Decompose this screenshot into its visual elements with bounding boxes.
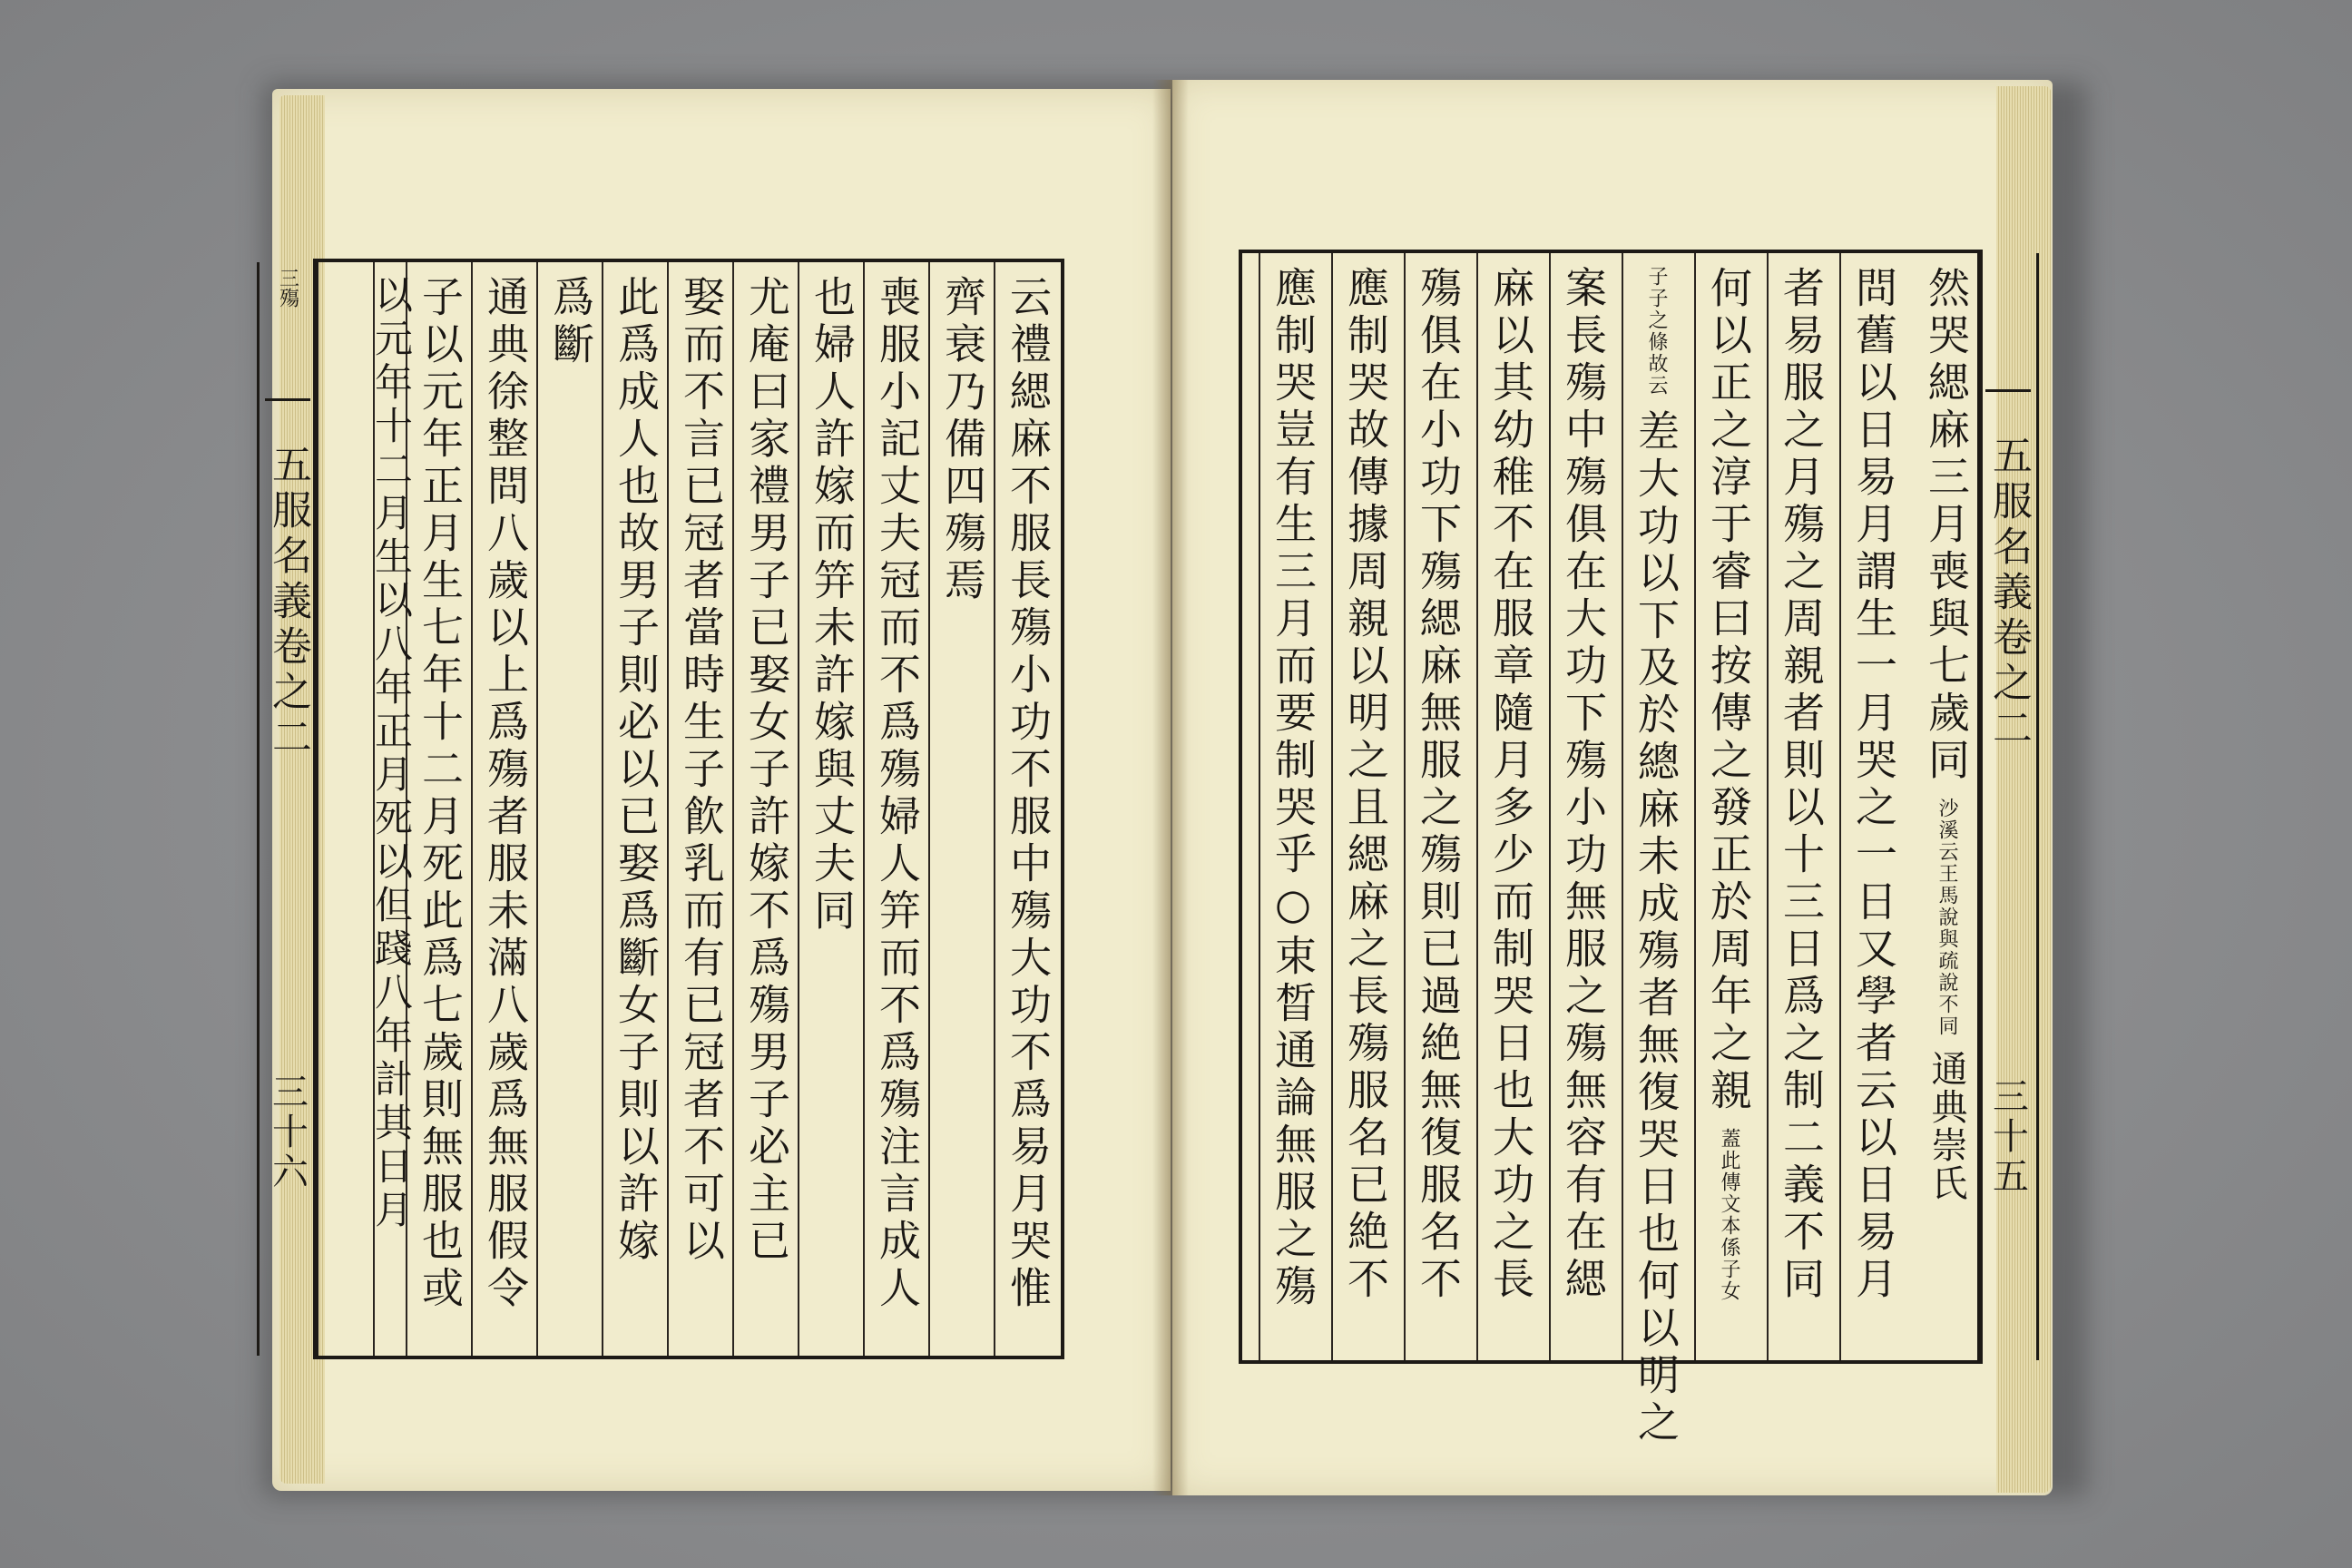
column-text: 云禮緦麻不服長殤小功不服中殤大功不爲易月哭惟	[1004, 275, 1053, 1313]
margin-title: 五服名義卷之二	[1985, 435, 2032, 752]
text-column	[1404, 253, 1471, 1360]
margin-page-number: 三十五	[1986, 1077, 2029, 1197]
column-text: 子以元年正月生七年十二月死此爲七歲則無服也或	[416, 275, 465, 1313]
text-column	[1331, 253, 1398, 1360]
annotation-text: 子子之條故云	[1645, 266, 1668, 397]
column-text: 娶而不言已冠者當時生子飮乳而有已冠者不可以	[677, 275, 726, 1266]
column-text: 爲斷	[546, 275, 595, 369]
column-text: 然哭緦麻三月喪與七歲同	[1922, 266, 1971, 785]
text-column	[928, 262, 995, 1356]
margin-page-number: 三十六	[266, 1073, 309, 1192]
text-column	[1694, 253, 1761, 1360]
text-column	[1914, 253, 1979, 1360]
text-column	[994, 262, 1061, 1356]
text-column	[1767, 253, 1834, 1360]
column-text: 殤俱在小功下殤緦麻無服之殤則已過絶無復服名不	[1414, 266, 1463, 1304]
text-column	[667, 262, 734, 1356]
text-column	[602, 262, 669, 1356]
text-column	[798, 262, 865, 1356]
reference-text: 通典崇氏	[1926, 1050, 1967, 1202]
column-text: 差大功以下及於總麻未成殤者無復哭日也何以明之	[1632, 409, 1681, 1447]
text-column	[471, 262, 538, 1356]
fish-tail-mark	[1985, 389, 2031, 412]
column-text: 案長殤中殤俱在大功下殤小功無服之殤無容有在緦	[1559, 266, 1608, 1304]
left-page-margin-band	[257, 262, 318, 1356]
column-text: 喪服小記丈夫冠而不爲殤婦人笄而不爲殤注言成人	[873, 275, 922, 1313]
text-column	[732, 262, 799, 1356]
margin-mark: 三殤	[276, 268, 299, 308]
margin-title: 五服名義卷之二	[265, 444, 311, 761]
text-column	[1622, 253, 1689, 1447]
column-text: 者易服之月殤之周親者則以十三日爲之制二義不同	[1777, 266, 1826, 1304]
book-gutter	[1152, 80, 1189, 1495]
column-text: 何以正之淳于睿曰按傳之發正於周年之親	[1704, 266, 1753, 1115]
right-text-frame	[1239, 250, 2032, 1447]
left-text-frame	[265, 259, 1064, 1359]
text-column	[1549, 253, 1616, 1360]
text-column	[1259, 253, 1326, 1360]
column-text: 以元年十二月生以八年正月死以但踐八年計其日月	[369, 275, 414, 1233]
column-text: 此爲成人也故男子則必以已娶爲斷女子則以許嫁	[612, 275, 661, 1266]
text-column	[863, 262, 930, 1356]
column-text: 麻以其幼稚不在服章隨月多少而制哭日也大功之長	[1486, 266, 1535, 1304]
column-text: 也婦人許嫁而笄未許嫁與丈夫同	[808, 275, 857, 936]
text-column	[1476, 253, 1544, 1360]
text-column	[369, 262, 414, 1356]
column-text: 通典徐整問八歲以上爲殤者服未滿八歲爲無服假令	[481, 275, 530, 1313]
fish-tail-mark	[265, 398, 310, 421]
text-column	[536, 262, 603, 1356]
column-text: 應制哭豈有生三月而要制哭乎○束晳通論無服之殤	[1269, 266, 1318, 1311]
annotation-text: 蓋此傳文本係子女	[1718, 1128, 1740, 1302]
text-column	[1839, 253, 1906, 1360]
column-text: 問舊以日易月謂生一月哭之一日又學者云以日易月	[1849, 266, 1898, 1304]
column-text: 齊衰乃備四殤焉	[938, 275, 987, 605]
annotation-text: 沙溪云王馬說與疏說不同	[1936, 798, 1958, 1037]
column-text: 應制哭故傳據周親以明之且緦麻之長殤服名已絶不	[1341, 266, 1390, 1304]
column-text: 尤庵曰家禮男子已娶女子許嫁不爲殤男子必主已	[742, 275, 791, 1266]
right-page-margin-band	[1977, 253, 2039, 1360]
